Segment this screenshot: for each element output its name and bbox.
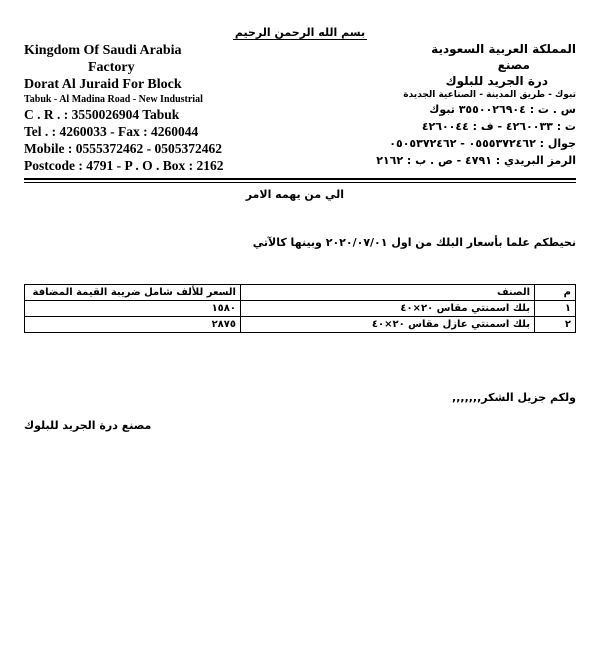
arabic-factory-label: مصنع: [497, 58, 530, 72]
table-header-row: [25, 285, 576, 301]
header-divider-thin: [24, 182, 576, 183]
english-country: Kingdom Of Saudi Arabia: [24, 43, 182, 58]
english-factory-label: Factory: [88, 60, 135, 75]
header-num: م: [535, 285, 576, 301]
english-company-name: Dorat Al Juraid For Block: [24, 77, 182, 92]
price-table: [24, 284, 576, 333]
row-num: ٢: [535, 317, 576, 333]
bismillah-heading: بسم الله الرحمن الرحيم: [234, 26, 366, 39]
english-mobile: Mobile : 0555372462 - 0505372462: [24, 141, 222, 156]
price-notice: نحيطكم علما بأسعار البلك من اول ٢٠٢٠/٠٧/٠١ وبينها كالآتي: [252, 236, 576, 249]
row-item: بلك اسمنتي عازل مقاس ٢٠×٤٠: [241, 317, 535, 333]
table-row: [25, 301, 576, 317]
arabic-company-name: درة الجريد للبلوك: [445, 74, 548, 88]
row-price: ٢٨٧٥: [25, 317, 241, 333]
arabic-postcode: الرمز البريدي : ٤٧٩١ - ص . ب : ٢١٦٢: [376, 154, 576, 167]
row-item: بلك اسمنتي مقاس ٢٠×٤٠: [241, 301, 535, 317]
signature-line: مصنع درة الجريد للبلوك: [24, 419, 152, 432]
english-tel-fax: Tel . : 4260033 - Fax : 4260044: [24, 124, 199, 139]
salutation: الي من يهمه الامر: [245, 188, 344, 201]
english-letterhead: [24, 42, 274, 174]
arabic-country: المملكة العربية السعودية: [431, 42, 576, 56]
english-address: Tabuk - Al Madina Road - New Industrial: [24, 94, 203, 105]
header-item: الصنف: [241, 285, 535, 301]
arabic-tel-fax: ت : ٤٢٦٠٠٣٣ - ف : ٤٢٦٠٠٤٤: [421, 120, 576, 133]
arabic-letterhead: [296, 42, 576, 169]
arabic-cr-number: س . ت : ٣٥٥٠٠٢٦٩٠٤ تبوك: [429, 103, 576, 116]
header-price: السعر للألف شامل ضريبة القيمة المضافة: [25, 285, 241, 301]
row-price: ١٥٨٠: [25, 301, 241, 317]
arabic-address: تبوك - طريق المدينة - الصناعية الجديدة: [403, 90, 576, 100]
english-cr-number: C . R . : 3550026904 Tabuk: [24, 107, 180, 122]
row-num: ١: [535, 301, 576, 317]
english-postcode: Postcode : 4791 - P . O . Box : 2162: [24, 158, 224, 173]
table-row: [25, 317, 576, 333]
closing-thanks: ولكم جزيل الشكر,,,,,,,: [452, 391, 576, 404]
header-divider-thick: [24, 178, 576, 180]
arabic-mobile: جوال : ٠٥٥٥٣٧٢٤٦٢ - ٠٥٠٥٣٧٢٤٦٢: [389, 137, 576, 150]
